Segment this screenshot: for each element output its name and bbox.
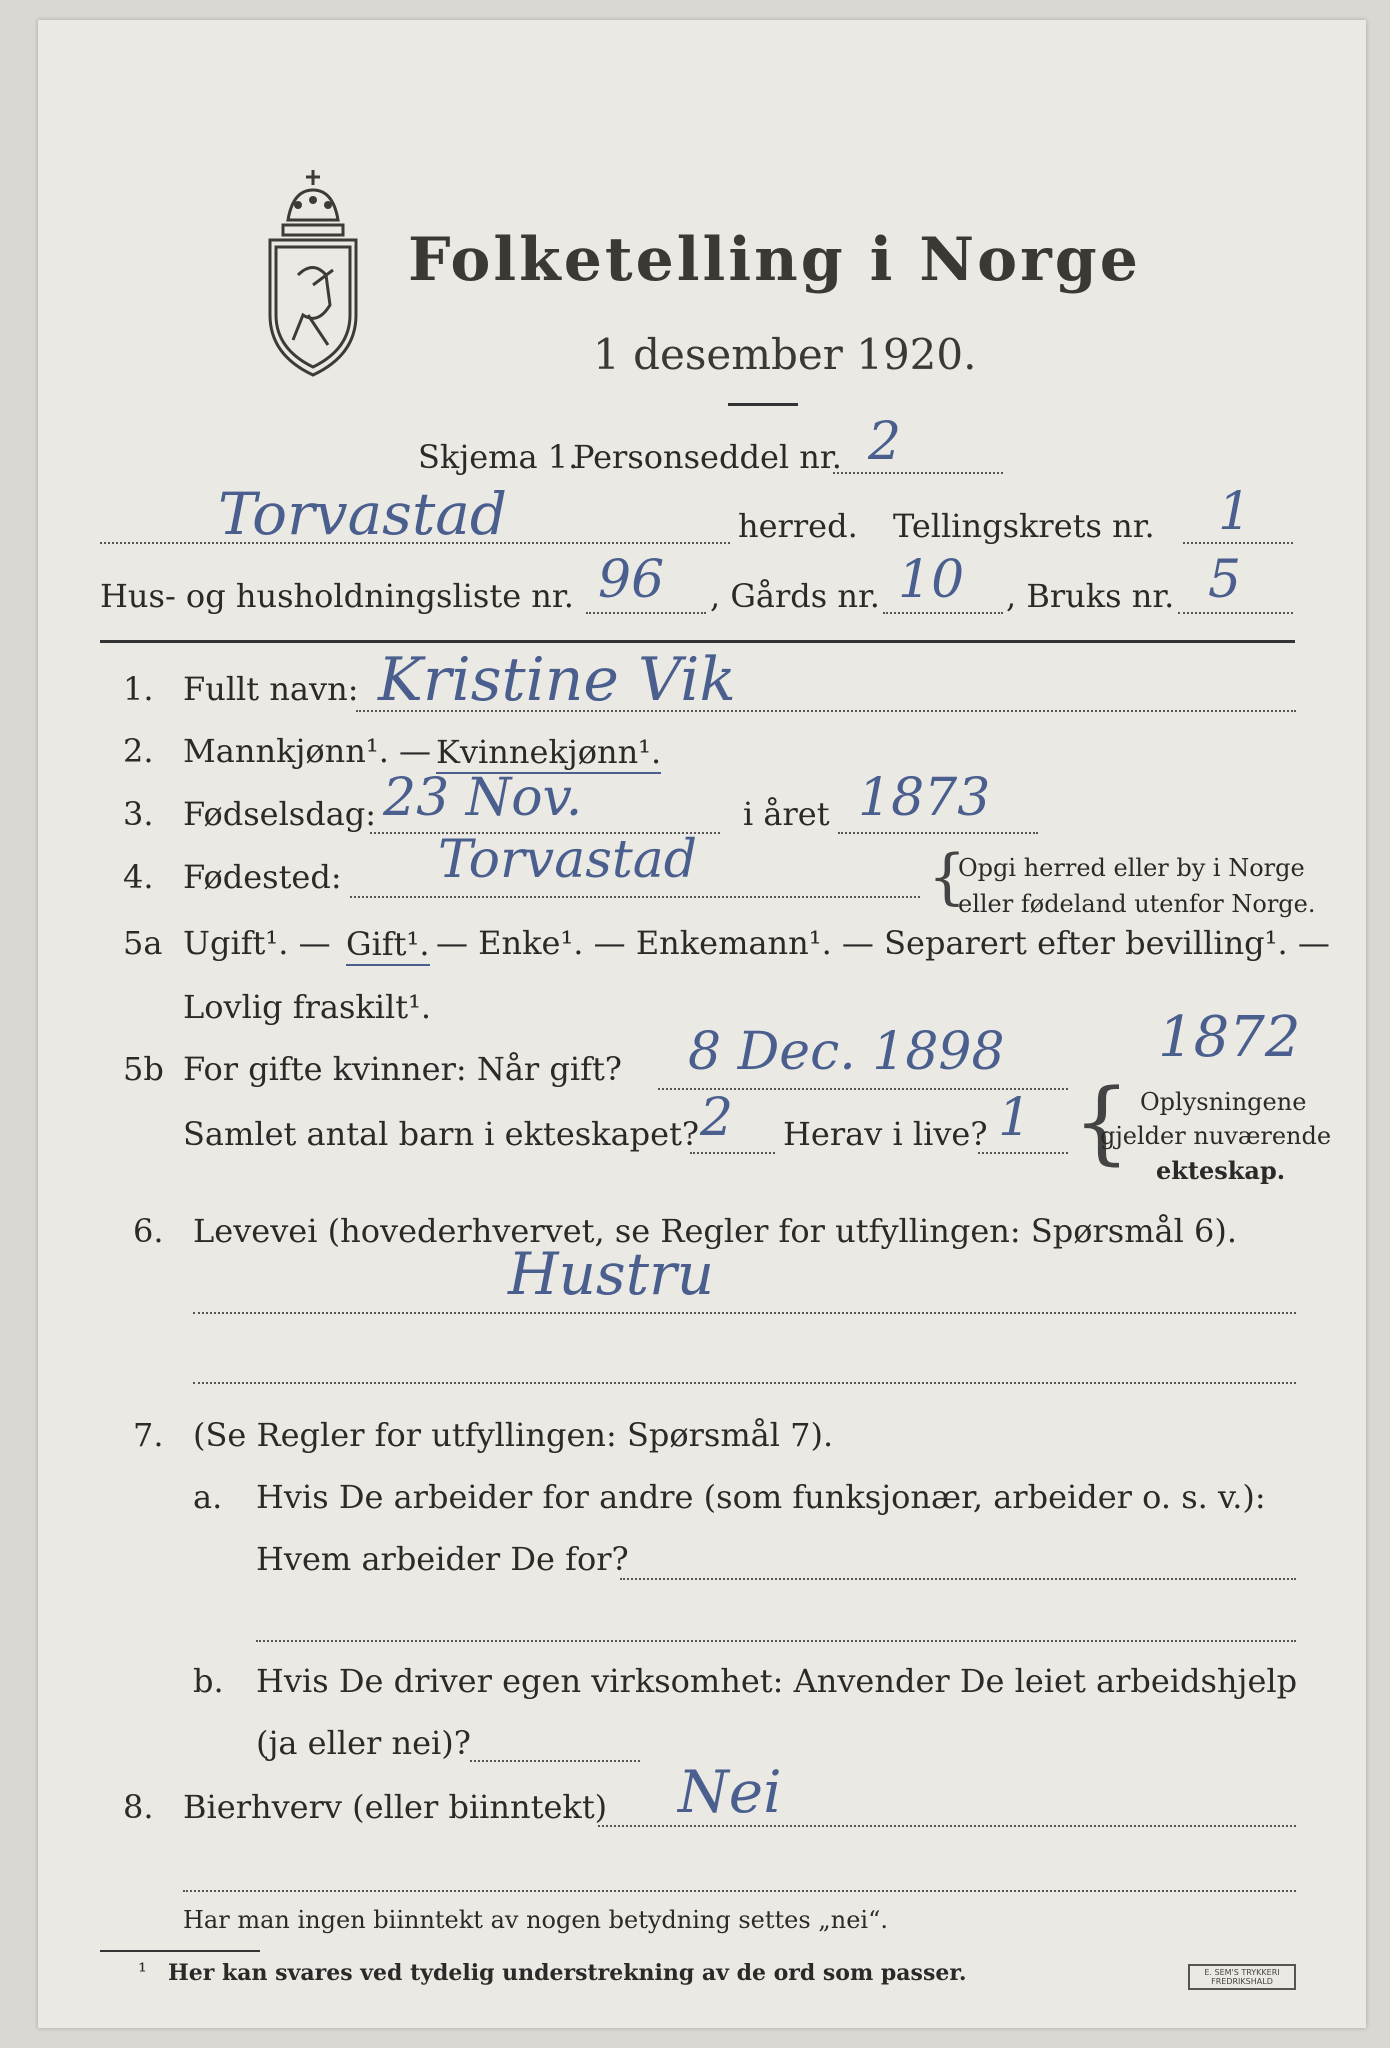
- tellingskrets-value: 1: [1218, 482, 1252, 542]
- q7-label: (Se Regler for utfyllingen: Spørsmål 7).: [193, 1416, 834, 1454]
- q5a-number: 5a: [123, 924, 163, 962]
- q2-mann: Mannkjønn¹. —: [183, 732, 432, 770]
- herred-label: herred.: [738, 507, 858, 545]
- q5b-value: 8 Dec. 1898: [688, 1022, 1005, 1082]
- tellingskrets-label: Tellingskrets nr.: [893, 507, 1155, 545]
- gards-label: , Gårds nr.: [710, 577, 880, 615]
- q1-value: Kristine Vik: [378, 645, 736, 715]
- q3-number: 3.: [123, 795, 154, 833]
- q7-number: 7.: [133, 1416, 164, 1454]
- census-date: 1 desember 1920.: [593, 330, 977, 379]
- q7b-label: Hvis De driver egen virksomhet: Anvender De leiet arbeidshjelp: [256, 1662, 1298, 1700]
- q7b-number: b.: [193, 1662, 224, 1700]
- q4-value: Torvastad: [438, 830, 698, 890]
- q5b-live-label: Herav i live?: [783, 1115, 988, 1153]
- q7a-label: Hvis De arbeider for andre (som funksjonær, arbeider o. s. v.):: [256, 1478, 1266, 1516]
- husholdningsliste-label: Hus- og husholdningsliste nr.: [100, 577, 574, 615]
- census-form: Folketelling i Norge 1 desember 1920. Skjema 1. Personseddel nr. 2 Torvastad herred. Tellingskrets nr. 1 Hus- og husholdningsliste nr. 96 , Gårds nr. 10 , Bruks nr. 5 1. Fullt navn: Kristine Vik 2. Mannkjønn¹. — Kvinnekjønn¹. 3. Fødselsdag: 23 Nov. i året 1873 4. Fødested: Torvastad { Opgi herred eller by i Norge eller fødeland utenfor Norge. 5a Ugift¹. — Gift¹. — Enke¹. — Enkemann¹. — Separert efter bevilling¹. — Lovlig fraskilt¹. 1872 5b For gifte kvinner: Når gift? 8 Dec. 1898 Samlet antal barn i ekteskapet? 2 Herav i live? 1 { Oplysningene gjelder nuværende ekteskap. 6. Levevei (hovederhvervet, se Regler for utfyllingen: Spørsmål 6). Hustru 7. (Se Regler for utfyllingen: Spørsmål 7). a. Hvis De arbeider for andre (som funksjonær, arbeider o. s. v.): Hvem arbeider De for? b. Hvis De driver egen virksomhet: Anvender De leiet arbeidshjelp (ja eller nei)? 8. Bierhverv (eller biinntekt) Nei Har man ingen biinntekt av nogen betydning settes „nei“. ¹ Her kan svares ved tydelig understrekning av de ord som passer. E. SEM'S TRYKKERI FREDRIKSHALD: [38, 20, 1366, 2028]
- q7a-number: a.: [193, 1478, 223, 1516]
- q5b-barn-value: 2: [700, 1088, 734, 1148]
- bruks-value: 5: [1208, 550, 1242, 610]
- q7a-question: Hvem arbeider De for?: [256, 1540, 629, 1578]
- personseddel-label: Personseddel nr.: [573, 438, 842, 476]
- personseddel-value: 2: [868, 412, 902, 472]
- q4-label: Fødested:: [183, 858, 342, 896]
- q4-number: 4.: [123, 858, 154, 896]
- q5b-note-3: ekteskap.: [1156, 1156, 1286, 1185]
- q8-value: Nei: [678, 1758, 782, 1826]
- footnote-marker: ¹: [138, 1960, 147, 1985]
- q5a-rest: — Enke¹. — Enkemann¹. — Separert efter bevilling¹. —: [436, 924, 1330, 962]
- page-title: Folketelling i Norge: [408, 225, 1141, 295]
- q5b-number: 5b: [123, 1050, 164, 1088]
- divider: [728, 403, 798, 406]
- printer-stamp: E. SEM'S TRYKKERI FREDRIKSHALD: [1188, 1964, 1296, 1990]
- q2-number: 2.: [123, 732, 154, 770]
- q6-label: Levevei (hovederhvervet, se Regler for utfyllingen: Spørsmål 6).: [193, 1212, 1238, 1250]
- q7b-question: (ja eller nei)?: [256, 1724, 471, 1762]
- bruks-label: , Bruks nr.: [1006, 577, 1175, 615]
- q5b-label: For gifte kvinner: Når gift?: [183, 1050, 622, 1088]
- q5b-note-1: Oplysningene: [1140, 1088, 1307, 1116]
- q1-number: 1.: [123, 670, 154, 708]
- q3-year-label: i året: [743, 795, 830, 833]
- q6-value: Hustru: [508, 1240, 715, 1308]
- q8-number: 8.: [123, 1788, 154, 1826]
- husholdningsliste-value: 96: [598, 550, 665, 610]
- q3-label: Fødselsdag:: [183, 795, 377, 833]
- q6-number: 6.: [133, 1212, 164, 1250]
- q5a-ugift: Ugift¹. —: [183, 924, 331, 962]
- footnote: Her kan svares ved tydelig understrekning av de ord som passer.: [168, 1960, 967, 1986]
- herred-value: Torvastad: [218, 480, 507, 548]
- q3-year-value: 1873: [858, 768, 991, 828]
- biinntekt-note: Har man ingen biinntekt av nogen betydning settes „nei“.: [183, 1906, 888, 1934]
- q8-label: Bierhverv (eller biinntekt): [183, 1788, 608, 1826]
- q1-label: Fullt navn:: [183, 670, 359, 708]
- q5a-gift: Gift¹.: [346, 924, 430, 966]
- q5b-margin-value: 1872: [1158, 1005, 1301, 1070]
- q4-note-1: Opgi herred eller by i Norge: [958, 854, 1305, 882]
- norway-coat-of-arms-icon: [258, 165, 368, 380]
- q2-kvinne: Kvinnekjønn¹.: [436, 732, 661, 774]
- q5b-barn-label: Samlet antal barn i ekteskapet?: [183, 1115, 700, 1153]
- q3-value: 23 Nov.: [383, 768, 583, 828]
- q5b-live-value: 1: [998, 1088, 1032, 1148]
- gards-value: 10: [898, 550, 965, 610]
- section-divider: [100, 640, 1295, 643]
- q5a-line2: Lovlig fraskilt¹.: [183, 988, 432, 1026]
- skjema-label: Skjema 1.: [418, 438, 579, 476]
- q5b-note-2: gjelder nuværende: [1100, 1122, 1332, 1150]
- q4-note-2: eller fødeland utenfor Norge.: [958, 890, 1316, 918]
